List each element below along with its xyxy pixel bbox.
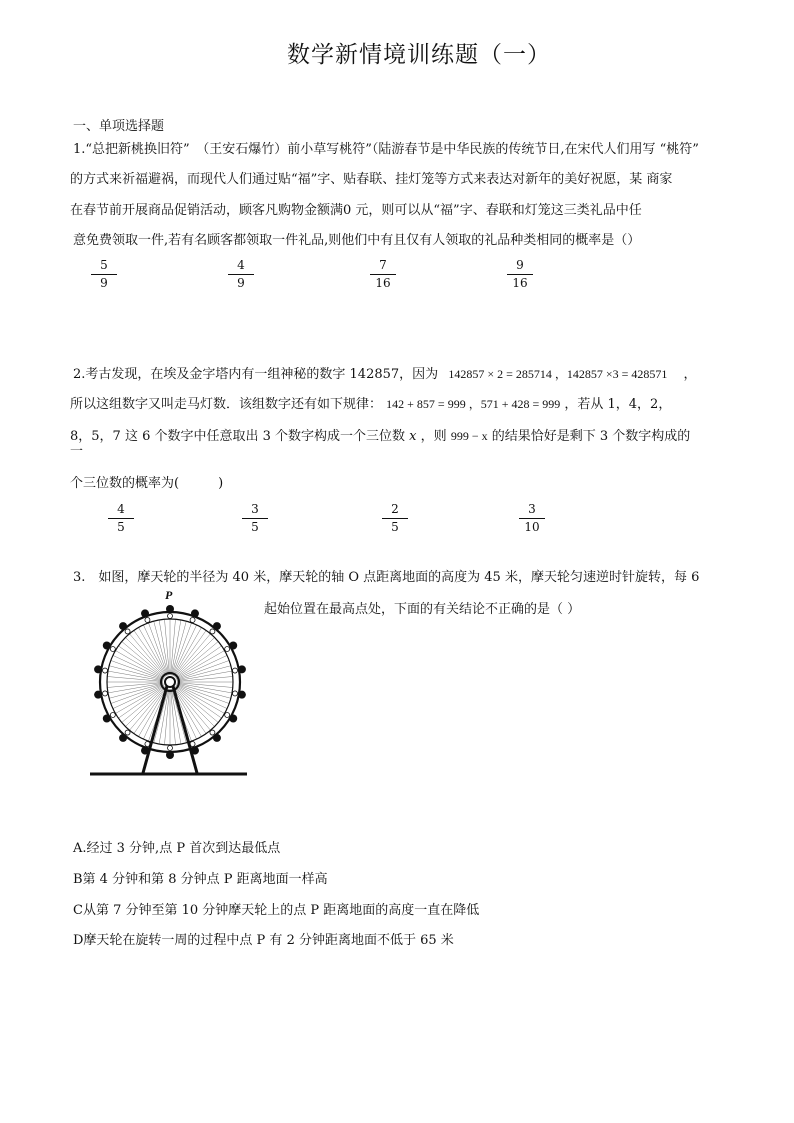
hub-inner [165,677,175,687]
q1-line-1: 1.“总把新桃换旧符” （王安石爆竹）前小草写桃符”（陆游春节是中华民族的传统节日,在宋代人们用写 “桃符” [73,142,699,157]
fraction-bar [228,274,254,275]
q2-option-b-fraction [242,503,268,534]
q3-choice-c: C从第 7 分钟至第 10 分钟摩天轮上的点 P 距离地面的高度一直在降低 [73,903,480,918]
spoke [175,687,215,727]
denominator: 9 [237,276,245,290]
q2-option-d-fraction [519,503,545,534]
rim-joint [168,614,173,619]
rim-joint [210,730,215,735]
rim-joint [210,629,215,634]
spoke [107,683,163,688]
denominator: 5 [251,520,259,534]
spoke [173,625,197,676]
fraction-bar [242,518,268,519]
spoke [118,646,164,678]
q3-choice-b: B第 4 分钟和第 8 分钟点 P 距离地面一样高 [73,872,328,887]
q3-choice-a: A.经过 3 分钟,点 P 首次到达最低点 [73,841,281,856]
q2-line-2 [70,393,671,412]
denominator: 9 [100,276,108,290]
spoke [176,646,222,678]
support-leg-right [173,686,197,773]
fraction-bar [370,274,396,275]
q1-option-b-fraction [228,259,254,290]
cabin [229,715,237,723]
spoke [176,655,227,679]
q2-line-3-dash: 一 [70,444,84,459]
q1-line-3: 在春节前开展商品促销活动，顾客凡购物金额满0 元，则可以从“福”字、春联和灯笼这三类礼品中任 [70,203,642,218]
spoke [171,619,176,675]
cabin [166,751,174,759]
cabin [213,734,221,742]
q1-line-4: 意免费领取一件,若有名顾客都领取一件礼品,则他们中有且仅有人领取的礼品种类相同的概率是（） [73,233,641,248]
spoke [139,688,167,736]
spoke [175,637,215,677]
q2-line-2-end: ，若从 1，4，2， [564,397,672,412]
denominator: 5 [391,520,399,534]
spoke [107,677,163,682]
hub-outer [161,673,179,691]
cabin [213,622,221,630]
rim-joint [232,668,237,673]
rim-joint [225,647,230,652]
numerator: 4 [237,258,245,272]
q3-line-2: 起始位置在最高点处，下面的有关结论不正确的是（ ） [264,602,581,617]
spoke [176,686,222,718]
fraction-bar [519,518,545,519]
spoke [174,630,206,676]
support-leg-left [143,686,167,773]
cabin [94,665,102,673]
q2-line-1 [73,363,697,382]
spoke [177,677,233,682]
rim-joint [110,647,115,652]
rim-joint [145,617,150,622]
spoke [125,637,165,677]
numerator: 7 [379,258,387,272]
q2-line-1-text: 2.考古发现，在埃及金字塔内有一组神秘的数字 142857，因为 [73,367,439,382]
q1-option-a-fraction [91,259,117,290]
q2-option-c-fraction [382,503,408,534]
q2-line-1-math: 142857 × 2 = 285714 ，142857 ×3 = 428571 [448,367,668,381]
rim-joint [103,691,108,696]
rim-joint [232,691,237,696]
spoke [118,686,164,718]
cabin [238,665,246,673]
rim-joint [103,668,108,673]
fraction-bar [382,518,408,519]
fraction-bar [108,518,134,519]
numerator: 2 [391,502,399,516]
spoke [176,686,224,714]
cabin [119,622,127,630]
q2-line-3 [70,425,690,444]
q2-line-3-text: 8，5，7 这 6 个数字中任意取出 3 个数字构成一个三位数 [70,429,406,444]
rim-joint [190,617,195,622]
rim-joint [125,629,130,634]
rim-joint [225,713,230,718]
spoke [143,625,167,676]
rim-joint [125,730,130,735]
spoke [165,619,170,675]
spoke [139,627,167,675]
rim-joint [110,713,115,718]
spoke [176,651,224,679]
cabin [166,605,174,613]
cabin [94,691,102,699]
spoke [174,688,202,736]
q2-variable-x: x [409,429,417,444]
denominator: 16 [375,276,391,290]
page-title: 数学新情境训练题（一） [287,42,551,68]
q2-line-3-math: 999 − x [450,429,488,443]
wheel-spokes [107,619,233,745]
denominator: 5 [117,520,125,534]
q1-option-d-fraction [507,259,533,290]
q3-line-1: 3. 如图，摩天轮的半径为 40 米，摩天轮的轴 O 点距离地面的高度为 45 米，摩天轮匀速逆时针旋转，每 6 [73,570,700,585]
spoke [115,686,163,714]
numerator: 3 [251,502,259,516]
point-p-label: P [165,588,173,602]
spoke [125,687,165,727]
q2-line-3-end: 的结果恰好是剩下 3 个数字构成的 [491,429,691,444]
cabin [141,609,149,617]
cabin [119,734,127,742]
q3-choice-d: D摩天轮在旋转一周的过程中点 P 有 2 分钟距离地面不低于 65 米 [73,933,454,948]
spoke [113,655,164,679]
q2-line-2-text: 所以这组数字又叫走马灯数．该组数字还有如下规律： [70,397,383,412]
numerator: 3 [528,502,536,516]
fraction-bar [91,274,117,275]
spoke [174,627,202,675]
spoke [115,651,163,679]
q2-line-2-math: 142 + 857 = 999 ，571 + 428 = 999 [386,397,561,411]
section-heading: 一、单项选择题 [73,119,165,134]
spoke [134,630,166,676]
cabin [229,642,237,650]
cabin [238,691,246,699]
spoke [176,685,227,709]
cabin [103,642,111,650]
spoke [113,685,164,709]
q2-line-3-then: ，则 [420,429,447,444]
ferris-wheel-figure [86,585,256,785]
rim-joint [168,746,173,751]
denominator: 10 [524,520,540,534]
q1-line-2: 的方式来祈福避祸，而现代人们通过贴“福”字、贴春联、挂灯笼等方式来表达对新年的美好祝愿，某 商家 [70,172,673,187]
numerator: 4 [117,502,125,516]
cabin [191,609,199,617]
cabin [103,715,111,723]
fraction-bar [507,274,533,275]
numerator: 5 [100,258,108,272]
q2-line-4: 个三位数的概率为( ) [70,476,224,491]
q2-line-1-end: ， [683,367,697,382]
q2-option-a-fraction [108,503,134,534]
spoke [177,683,233,688]
denominator: 16 [512,276,528,290]
q1-option-c-fraction [370,259,396,290]
numerator: 9 [516,258,524,272]
